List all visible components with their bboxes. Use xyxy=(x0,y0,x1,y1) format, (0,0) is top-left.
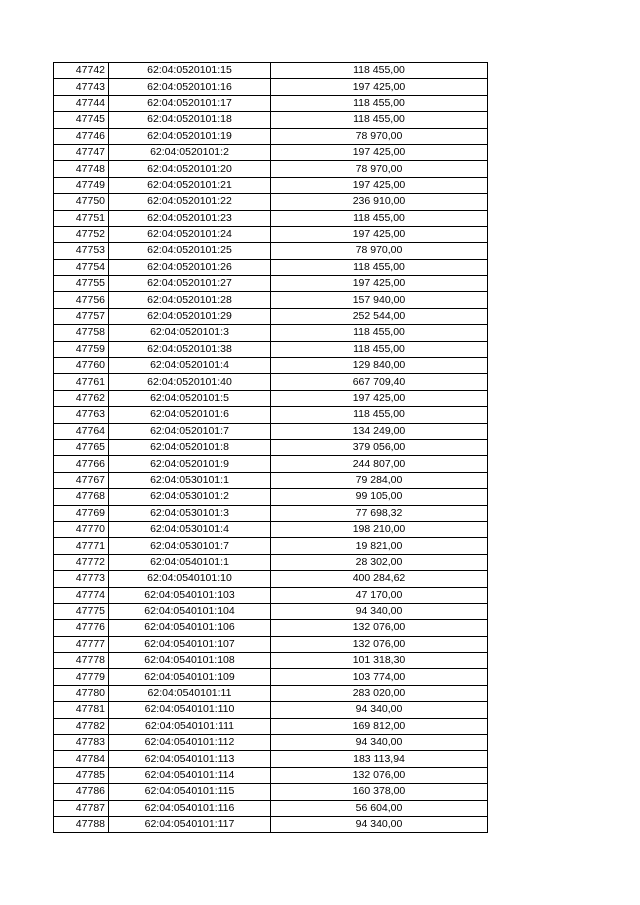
row-number-cell: 47746 xyxy=(54,128,109,144)
row-number-cell: 47750 xyxy=(54,194,109,210)
cadastral-number-cell: 62:04:0540101:117 xyxy=(109,816,271,832)
cadastral-value-cell: 56 604,00 xyxy=(271,800,488,816)
row-number-cell: 47743 xyxy=(54,79,109,95)
row-number-cell: 47776 xyxy=(54,620,109,636)
cadastral-number-cell: 62:04:0520101:28 xyxy=(109,292,271,308)
cadastral-number-cell: 62:04:0540101:103 xyxy=(109,587,271,603)
cadastral-number-cell: 62:04:0530101:1 xyxy=(109,472,271,488)
cadastral-value-cell: 197 425,00 xyxy=(271,144,488,160)
cadastral-value-cell: 236 910,00 xyxy=(271,194,488,210)
cadastral-number-cell: 62:04:0540101:11 xyxy=(109,685,271,701)
table-row xyxy=(54,636,488,652)
cadastral-number-cell: 62:04:0520101:23 xyxy=(109,210,271,226)
row-number-cell: 47788 xyxy=(54,816,109,832)
cadastral-value-cell: 197 425,00 xyxy=(271,79,488,95)
cadastral-number-cell: 62:04:0540101:116 xyxy=(109,800,271,816)
row-number-cell: 47762 xyxy=(54,390,109,406)
row-number-cell: 47772 xyxy=(54,554,109,570)
row-number-cell: 47771 xyxy=(54,538,109,554)
cadastral-number-cell: 62:04:0520101:8 xyxy=(109,439,271,455)
table-row xyxy=(54,259,488,275)
cadastral-number-cell: 62:04:0520101:26 xyxy=(109,259,271,275)
cadastral-number-cell: 62:04:0520101:3 xyxy=(109,325,271,341)
cadastral-value-cell: 94 340,00 xyxy=(271,735,488,751)
row-number-cell: 47777 xyxy=(54,636,109,652)
table-row xyxy=(54,521,488,537)
table-row xyxy=(54,751,488,767)
row-number-cell: 47756 xyxy=(54,292,109,308)
row-number-cell: 47785 xyxy=(54,767,109,783)
row-number-cell: 47774 xyxy=(54,587,109,603)
cadastral-value-cell: 19 821,00 xyxy=(271,538,488,554)
table-row xyxy=(54,456,488,472)
cadastral-number-cell: 62:04:0520101:6 xyxy=(109,407,271,423)
table-row xyxy=(54,702,488,718)
document-page xyxy=(53,62,487,833)
table-row xyxy=(54,341,488,357)
cadastral-value-cell: 197 425,00 xyxy=(271,390,488,406)
row-number-cell: 47784 xyxy=(54,751,109,767)
table-row xyxy=(54,554,488,570)
row-number-cell: 47786 xyxy=(54,784,109,800)
cadastral-value-cell: 169 812,00 xyxy=(271,718,488,734)
cadastral-number-cell: 62:04:0520101:5 xyxy=(109,390,271,406)
cadastral-value-cell: 197 425,00 xyxy=(271,177,488,193)
cadastral-number-cell: 62:04:0520101:38 xyxy=(109,341,271,357)
cadastral-value-cell: 118 455,00 xyxy=(271,259,488,275)
cadastral-value-table xyxy=(53,62,488,833)
row-number-cell: 47742 xyxy=(54,63,109,79)
table-row xyxy=(54,439,488,455)
cadastral-number-cell: 62:04:0520101:18 xyxy=(109,112,271,128)
row-number-cell: 47782 xyxy=(54,718,109,734)
table-row xyxy=(54,292,488,308)
table-row xyxy=(54,276,488,292)
row-number-cell: 47758 xyxy=(54,325,109,341)
table-row xyxy=(54,505,488,521)
cadastral-number-cell: 62:04:0540101:108 xyxy=(109,653,271,669)
table-row xyxy=(54,767,488,783)
row-number-cell: 47770 xyxy=(54,521,109,537)
row-number-cell: 47748 xyxy=(54,161,109,177)
table-row xyxy=(54,423,488,439)
cadastral-number-cell: 62:04:0540101:113 xyxy=(109,751,271,767)
table-row xyxy=(54,358,488,374)
table-row xyxy=(54,620,488,636)
cadastral-value-cell: 198 210,00 xyxy=(271,521,488,537)
cadastral-number-cell: 62:04:0540101:112 xyxy=(109,735,271,751)
cadastral-value-cell: 244 807,00 xyxy=(271,456,488,472)
cadastral-value-cell: 47 170,00 xyxy=(271,587,488,603)
table-row xyxy=(54,735,488,751)
cadastral-value-cell: 118 455,00 xyxy=(271,95,488,111)
row-number-cell: 47787 xyxy=(54,800,109,816)
table-row xyxy=(54,226,488,242)
row-number-cell: 47767 xyxy=(54,472,109,488)
row-number-cell: 47783 xyxy=(54,735,109,751)
cadastral-value-cell: 78 970,00 xyxy=(271,243,488,259)
table-row xyxy=(54,603,488,619)
cadastral-value-cell: 78 970,00 xyxy=(271,128,488,144)
table-row xyxy=(54,718,488,734)
row-number-cell: 47745 xyxy=(54,112,109,128)
cadastral-number-cell: 62:04:0520101:7 xyxy=(109,423,271,439)
table-row xyxy=(54,784,488,800)
cadastral-number-cell: 62:04:0520101:40 xyxy=(109,374,271,390)
table-row xyxy=(54,653,488,669)
cadastral-value-cell: 101 318,30 xyxy=(271,653,488,669)
table-row xyxy=(54,194,488,210)
cadastral-value-cell: 94 340,00 xyxy=(271,816,488,832)
cadastral-number-cell: 62:04:0520101:19 xyxy=(109,128,271,144)
cadastral-number-cell: 62:04:0540101:114 xyxy=(109,767,271,783)
cadastral-value-cell: 379 056,00 xyxy=(271,439,488,455)
table-row xyxy=(54,571,488,587)
cadastral-value-cell: 197 425,00 xyxy=(271,276,488,292)
cadastral-value-cell: 118 455,00 xyxy=(271,325,488,341)
cadastral-value-cell: 134 249,00 xyxy=(271,423,488,439)
row-number-cell: 47757 xyxy=(54,308,109,324)
table-row xyxy=(54,308,488,324)
cadastral-number-cell: 62:04:0540101:106 xyxy=(109,620,271,636)
cadastral-value-cell: 132 076,00 xyxy=(271,620,488,636)
table-row xyxy=(54,325,488,341)
row-number-cell: 47781 xyxy=(54,702,109,718)
cadastral-value-cell: 103 774,00 xyxy=(271,669,488,685)
row-number-cell: 47763 xyxy=(54,407,109,423)
cadastral-value-cell: 183 113,94 xyxy=(271,751,488,767)
cadastral-number-cell: 62:04:0520101:2 xyxy=(109,144,271,160)
cadastral-number-cell: 62:04:0530101:7 xyxy=(109,538,271,554)
cadastral-number-cell: 62:04:0540101:104 xyxy=(109,603,271,619)
row-number-cell: 47779 xyxy=(54,669,109,685)
table-row xyxy=(54,538,488,554)
cadastral-number-cell: 62:04:0520101:29 xyxy=(109,308,271,324)
cadastral-number-cell: 62:04:0520101:21 xyxy=(109,177,271,193)
table-row xyxy=(54,390,488,406)
cadastral-value-cell: 197 425,00 xyxy=(271,226,488,242)
table-row xyxy=(54,144,488,160)
table-row xyxy=(54,489,488,505)
cadastral-number-cell: 62:04:0540101:10 xyxy=(109,571,271,587)
row-number-cell: 47755 xyxy=(54,276,109,292)
row-number-cell: 47773 xyxy=(54,571,109,587)
row-number-cell: 47759 xyxy=(54,341,109,357)
table-body xyxy=(54,63,488,833)
cadastral-value-cell: 99 105,00 xyxy=(271,489,488,505)
cadastral-number-cell: 62:04:0520101:24 xyxy=(109,226,271,242)
table-row xyxy=(54,112,488,128)
cadastral-number-cell: 62:04:0520101:17 xyxy=(109,95,271,111)
cadastral-number-cell: 62:04:0530101:4 xyxy=(109,521,271,537)
row-number-cell: 47769 xyxy=(54,505,109,521)
table-row xyxy=(54,587,488,603)
table-row xyxy=(54,95,488,111)
cadastral-value-cell: 77 698,32 xyxy=(271,505,488,521)
cadastral-number-cell: 62:04:0520101:20 xyxy=(109,161,271,177)
cadastral-value-cell: 118 455,00 xyxy=(271,407,488,423)
row-number-cell: 47747 xyxy=(54,144,109,160)
cadastral-number-cell: 62:04:0540101:110 xyxy=(109,702,271,718)
table-row xyxy=(54,177,488,193)
cadastral-number-cell: 62:04:0530101:2 xyxy=(109,489,271,505)
row-number-cell: 47765 xyxy=(54,439,109,455)
table-row xyxy=(54,800,488,816)
table-row xyxy=(54,161,488,177)
row-number-cell: 47752 xyxy=(54,226,109,242)
row-number-cell: 47760 xyxy=(54,358,109,374)
table-row xyxy=(54,685,488,701)
row-number-cell: 47744 xyxy=(54,95,109,111)
table-row xyxy=(54,128,488,144)
cadastral-value-cell: 79 284,00 xyxy=(271,472,488,488)
cadastral-number-cell: 62:04:0520101:25 xyxy=(109,243,271,259)
cadastral-number-cell: 62:04:0520101:9 xyxy=(109,456,271,472)
cadastral-value-cell: 400 284,62 xyxy=(271,571,488,587)
cadastral-number-cell: 62:04:0520101:16 xyxy=(109,79,271,95)
cadastral-number-cell: 62:04:0520101:22 xyxy=(109,194,271,210)
table-row xyxy=(54,816,488,832)
table-row xyxy=(54,210,488,226)
cadastral-value-cell: 132 076,00 xyxy=(271,636,488,652)
cadastral-number-cell: 62:04:0540101:115 xyxy=(109,784,271,800)
cadastral-value-cell: 667 709,40 xyxy=(271,374,488,390)
cadastral-value-cell: 28 302,00 xyxy=(271,554,488,570)
row-number-cell: 47768 xyxy=(54,489,109,505)
table-row xyxy=(54,243,488,259)
table-row xyxy=(54,79,488,95)
table-row xyxy=(54,472,488,488)
cadastral-value-cell: 252 544,00 xyxy=(271,308,488,324)
row-number-cell: 47775 xyxy=(54,603,109,619)
cadastral-number-cell: 62:04:0520101:15 xyxy=(109,63,271,79)
table-row xyxy=(54,374,488,390)
cadastral-value-cell: 157 940,00 xyxy=(271,292,488,308)
cadastral-number-cell: 62:04:0540101:111 xyxy=(109,718,271,734)
row-number-cell: 47766 xyxy=(54,456,109,472)
table-row xyxy=(54,63,488,79)
cadastral-number-cell: 62:04:0540101:107 xyxy=(109,636,271,652)
row-number-cell: 47753 xyxy=(54,243,109,259)
row-number-cell: 47764 xyxy=(54,423,109,439)
cadastral-value-cell: 118 455,00 xyxy=(271,63,488,79)
cadastral-value-cell: 118 455,00 xyxy=(271,341,488,357)
cadastral-value-cell: 283 020,00 xyxy=(271,685,488,701)
cadastral-value-cell: 78 970,00 xyxy=(271,161,488,177)
row-number-cell: 47749 xyxy=(54,177,109,193)
cadastral-value-cell: 160 378,00 xyxy=(271,784,488,800)
row-number-cell: 47780 xyxy=(54,685,109,701)
cadastral-value-cell: 132 076,00 xyxy=(271,767,488,783)
table-row xyxy=(54,669,488,685)
cadastral-value-cell: 118 455,00 xyxy=(271,210,488,226)
cadastral-value-cell: 118 455,00 xyxy=(271,112,488,128)
row-number-cell: 47778 xyxy=(54,653,109,669)
cadastral-value-cell: 94 340,00 xyxy=(271,702,488,718)
cadastral-number-cell: 62:04:0530101:3 xyxy=(109,505,271,521)
cadastral-number-cell: 62:04:0520101:4 xyxy=(109,358,271,374)
table-row xyxy=(54,407,488,423)
cadastral-number-cell: 62:04:0520101:27 xyxy=(109,276,271,292)
row-number-cell: 47761 xyxy=(54,374,109,390)
cadastral-number-cell: 62:04:0540101:1 xyxy=(109,554,271,570)
cadastral-value-cell: 94 340,00 xyxy=(271,603,488,619)
row-number-cell: 47754 xyxy=(54,259,109,275)
row-number-cell: 47751 xyxy=(54,210,109,226)
cadastral-number-cell: 62:04:0540101:109 xyxy=(109,669,271,685)
cadastral-value-cell: 129 840,00 xyxy=(271,358,488,374)
